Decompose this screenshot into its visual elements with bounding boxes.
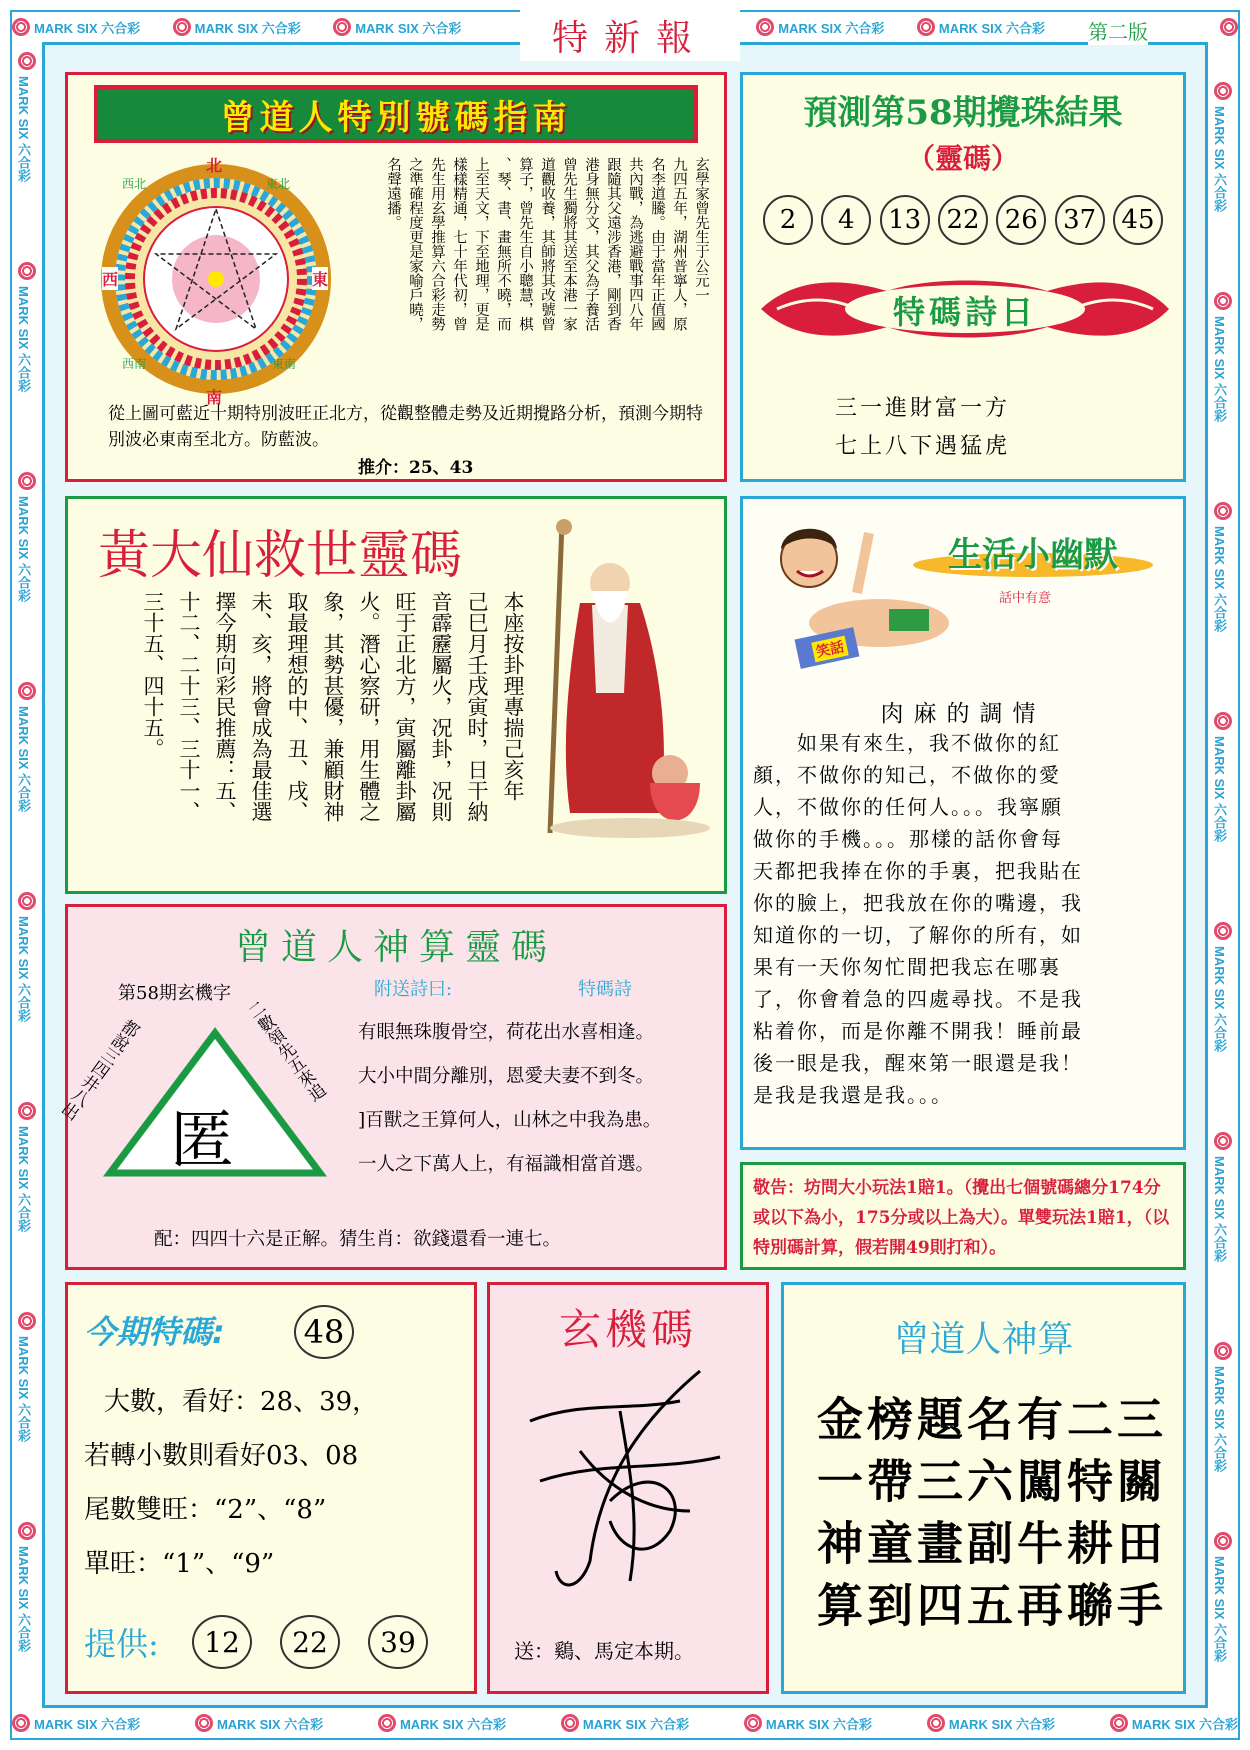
flower-icon: [18, 682, 36, 700]
divine-grid: [812, 1395, 1162, 1675]
special-poem-tag: 特碼詩: [578, 979, 632, 1000]
story-line: 你的臉上，把我放在你的嘴邊，我: [753, 891, 1083, 915]
riddle-right-text: 二數領先五來追: [241, 998, 328, 1107]
wong-column: 三十五、四十五。: [141, 591, 165, 759]
guide-bio-column: 道觀收養，其師將其改號曾: [539, 157, 555, 331]
wong-column: 己巳月壬戌寅时，日干納: [465, 591, 489, 822]
issue-label: 第58期玄機字: [118, 983, 231, 1004]
poem-banner-text: 特碼詩日: [892, 293, 1037, 331]
strip-label: MARK SIX 六合彩: [399, 1716, 507, 1732]
compass-northwest: 西北: [122, 177, 147, 191]
story-line: 顏，不做你的知己，不做你的愛: [753, 763, 1061, 787]
story-line: 果有一天你匆忙間把我忘在哪裏: [753, 955, 1061, 979]
compass-north: 北: [206, 156, 223, 175]
flower-icon: [18, 1522, 36, 1540]
prediction-subtitle: （靈碼）: [906, 142, 1019, 175]
shensuan-title: 曾道人神算靈碼: [234, 927, 557, 968]
divine-column: 三關田手: [1110, 1395, 1164, 1643]
flower-icon: [744, 1714, 762, 1732]
strip-label: MARK SIX 六合彩: [778, 20, 885, 36]
guide-title: [94, 85, 698, 143]
strip-label: MARK SIX 六合彩: [355, 20, 462, 36]
humor-panel: [740, 496, 1186, 1150]
guide-bio-column: 算子，曾先生自小聰慧，棋: [517, 157, 533, 331]
guide-bio-column: 跟隨其父遠涉香港，剛到香: [605, 157, 621, 331]
strip-label: MARK SIX 六合彩: [194, 20, 301, 36]
shensuan-panel: [55, 904, 727, 1270]
special-panel: [65, 1282, 477, 1694]
wong-column: 火。潛心察研，用生體之: [357, 591, 381, 822]
guide-bio-column: 樣樣精通，七十年代初，曾: [451, 157, 467, 331]
flower-icon: [12, 1714, 30, 1732]
right-border-strip: [1208, 42, 1238, 1708]
guide-analysis: 從上圖可藍近十期特別波旺正北方，從觀整體走勢及近期攪路分析，預測今期特別波必東南至北方。防藍波。: [108, 404, 703, 450]
humor-title-wrap: [913, 523, 1153, 579]
flower-icon: [18, 262, 36, 280]
strip-label: MARK SIX 六合彩: [948, 1716, 1056, 1732]
ball-number: 22: [938, 195, 988, 245]
poem-line: 七上八下遇猛虎: [835, 434, 1011, 459]
flower-icon: [1110, 1714, 1128, 1732]
strip-label: MARK SIX 六合彩: [938, 20, 1046, 36]
flower-icon: [1214, 922, 1232, 940]
strip-label: MARK SIX 六合彩: [16, 1336, 31, 1443]
story-line: 粘着你，而是你離不開我！睡前最: [753, 1019, 1083, 1043]
poem-line: 三一進財富一方: [835, 396, 1011, 421]
flower-icon: [18, 472, 36, 490]
strip-label: MARK SIX 六合彩: [16, 76, 31, 183]
strip-label: MARK SIX 六合彩: [1212, 736, 1227, 843]
flower-icon: [927, 1714, 945, 1732]
divine-column: 榜帶童到: [860, 1395, 914, 1643]
compass-east: 東: [312, 267, 328, 290]
flower-icon: [1214, 82, 1232, 100]
flower-icon: [1214, 1132, 1232, 1150]
wong-panel: [65, 496, 727, 894]
guide-title-text: 曾道人特別號碼指南: [220, 97, 572, 138]
wong-column: 象，其勢甚優，兼顧財神: [321, 591, 345, 822]
story-line: 知道你的一切，了解你的所有，如: [753, 923, 1083, 947]
shensuan-poem-line: 大小中間分離別，恩愛夫妻不到冬。: [358, 1066, 655, 1087]
flower-icon: [917, 18, 935, 36]
compass-wheel: [96, 156, 336, 407]
guide-bio-column: 港身無分文，其父為子養活: [583, 157, 599, 331]
compass-west: 西: [102, 267, 118, 290]
shensuan-poem-line: 一人之下萬人上，有福識相當首選。: [358, 1154, 655, 1175]
strip-label: MARK SIX 六合彩: [16, 706, 31, 813]
compass-southeast: 東南: [272, 357, 297, 371]
story-line: 了，你會着急的四處尋找。不是我: [753, 987, 1083, 1011]
special-line: 若轉小數則看好03、08: [84, 1441, 359, 1471]
ball-number: 4: [821, 195, 871, 245]
flower-icon: [18, 1102, 36, 1120]
guide-bio-column: 名聲遠播。: [385, 157, 401, 230]
wong-column: 音霹靂屬火，况卦，况則: [429, 591, 453, 822]
flower-icon: [333, 18, 351, 36]
guide-bio-column: 曾先生獨將其送至本港一家: [561, 157, 577, 331]
triangle-riddle: [55, 998, 350, 1203]
provide-label: 提供:: [84, 1625, 159, 1663]
strip-label: MARK SIX 六合彩: [765, 1716, 873, 1732]
strip-label: MARK SIX 六合彩: [582, 1716, 690, 1732]
divine-column: 題三畫四: [910, 1395, 964, 1643]
strip-label: MARK SIX 六合彩: [1212, 946, 1227, 1053]
story-body: [753, 727, 1177, 1111]
strip-label: MARK SIX 六合彩: [1212, 316, 1227, 423]
story-title: 肉麻的調情: [880, 701, 1046, 727]
mystery-scribble: [520, 1361, 740, 1601]
flower-icon: [1214, 712, 1232, 730]
flower-icon: [756, 18, 774, 36]
flower-icon: [1214, 502, 1232, 520]
poem-banner: [757, 271, 1173, 347]
divine-column: 有闖牛再: [1010, 1395, 1064, 1643]
guide-bio-column: 玄學家曾先生于公元一: [693, 157, 709, 302]
strip-label: MARK SIX 六合彩: [1212, 1556, 1227, 1663]
shensuan-poem: [358, 1011, 722, 1187]
story-line: 天都把我捧在你的手裏，把我貼在: [753, 859, 1083, 883]
flower-icon: [561, 1714, 579, 1732]
wong-column: 旺于正北方，寅屬離卦屬: [393, 591, 417, 822]
strip-label: MARK SIX 六合彩: [16, 916, 31, 1023]
divine-panel: [781, 1282, 1186, 1694]
immortal-illustration: [520, 513, 720, 843]
strip-label: MARK SIX 六合彩: [1212, 106, 1227, 213]
compass-northeast: 東北: [266, 177, 291, 191]
flower-icon: [1214, 1532, 1232, 1550]
riddle-left-text: 都說三四井八出: [55, 1014, 142, 1123]
edition-label: 第二版: [1088, 16, 1148, 45]
wong-column: 十二、二十三、三十一、: [177, 591, 201, 822]
divine-column: 金一神算: [810, 1395, 864, 1643]
flower-icon: [195, 1714, 213, 1732]
strip-label: MARK SIX 六合彩: [34, 20, 141, 36]
poem-tag: 附送詩曰:: [374, 979, 453, 1000]
ball-number: 2: [763, 195, 813, 245]
wong-column: 本座按卦理專揣己亥年: [501, 591, 525, 801]
left-border-strip: [12, 42, 42, 1708]
strip-label: MARK SIX 六合彩: [16, 1126, 31, 1233]
story-line: 如果有來生，我不做你的紅: [753, 731, 1061, 755]
wong-column: 擇今期向彩民推薦：五、: [213, 591, 237, 822]
strip-label: MARK SIX 六合彩: [1212, 1156, 1227, 1263]
guide-bio-column: 先生用玄學推算六合彩走勢: [429, 157, 445, 331]
flower-icon: [378, 1714, 396, 1732]
guide-bio-column: 九四五年，湖州普寧人，原: [671, 157, 687, 331]
story-line: 是我是我還是我。。。: [753, 1083, 953, 1107]
notice-text: 敬告：坊問大小玩法1賠1。（攪出七個號碼總分174分或以下為小，175分或以上為大）。單雙玩法1賠1，（以特別碼計算，假若開49則打和）。: [753, 1178, 1170, 1258]
strip-label: MARK SIX 六合彩: [1212, 1366, 1227, 1473]
strip-label: MARK SIX 六合彩: [1131, 1716, 1238, 1732]
flower-icon: [1220, 18, 1238, 36]
strip-label: MARK SIX 六合彩: [16, 496, 31, 603]
ball-number: 13: [880, 195, 930, 245]
guide-bio-column: 名李道騰。由于當年正值國: [649, 157, 665, 331]
prediction-title: 預測第58期攪珠結果: [803, 93, 1123, 133]
wong-column: 未、亥，將會成為最佳選: [249, 591, 273, 822]
strip-label: MARK SIX 六合彩: [16, 1546, 31, 1653]
provide-number: 39: [368, 1615, 428, 1669]
flower-icon: [18, 892, 36, 910]
bottom-border-strip: [12, 1708, 1238, 1738]
flower-icon: [12, 18, 30, 36]
guide-bio-column: 共內戰，為逃避戰事四八年: [627, 157, 643, 331]
guide-recommend: 推介：25、43: [358, 458, 474, 478]
ball-number: 26: [996, 195, 1046, 245]
flower-icon: [1214, 292, 1232, 310]
wong-text: [108, 591, 528, 881]
story-line: 後一眼是我，醒來第一眼還是我！: [753, 1051, 1083, 1075]
flower-icon: [18, 1312, 36, 1330]
divine-title: 曾道人神算: [893, 1319, 1074, 1360]
divine-column: 二特耕聯: [1060, 1395, 1114, 1643]
divine-column: 名六副五: [960, 1395, 1014, 1643]
flower-icon: [1214, 1342, 1232, 1360]
special-lines: [84, 1375, 474, 1591]
shensuan-poem-line: 有眼無珠腹骨空，荷花出水喜相逢。: [358, 1022, 655, 1043]
guide-bio: [346, 157, 710, 401]
special-line: 大數，看好：28、39，: [104, 1387, 379, 1417]
special-line: 單旺：“1”、“9”: [84, 1549, 275, 1579]
strip-label: MARK SIX 六合彩: [34, 1716, 141, 1732]
ball-number: 37: [1055, 195, 1105, 245]
guide-bio-column: 上至天文，下至地理，更是: [473, 157, 489, 331]
wong-column: 取最理想的中、丑、戌、: [285, 591, 309, 822]
special-line: 尾數雙旺：“2”、“8”: [84, 1495, 327, 1525]
guide-bio-column: 、琴、書、畫無所不曉，而: [495, 157, 511, 331]
riddle-center-char: 匿: [170, 1104, 234, 1178]
mystery-title: 玄機碼: [558, 1305, 697, 1354]
wong-title: 黃大仙救世靈碼: [98, 526, 463, 586]
prediction-panel: [740, 72, 1186, 482]
mystery-panel: [487, 1282, 769, 1694]
mystery-footer: 送：鷄、馬定本期。: [514, 1639, 694, 1663]
guide-panel: [65, 72, 727, 482]
story-line: 做你的手機。。。那樣的話你會每: [753, 827, 1063, 851]
shensuan-poem-line: ]百獸之王算何人，山林之中我為患。: [358, 1110, 662, 1131]
strip-label: MARK SIX 六合彩: [216, 1716, 324, 1732]
humor-subtitle: 話中有意: [999, 591, 1052, 606]
strip-label: MARK SIX 六合彩: [16, 286, 31, 393]
joke-card-label: 笑話: [811, 636, 848, 663]
humor-title: 生活小幽默: [948, 534, 1118, 575]
shensuan-note: 配：四四十六是正解。猜生肖：欲錢還看一連七。: [154, 1229, 562, 1250]
flower-icon: [18, 52, 36, 70]
notice-panel: [740, 1162, 1186, 1270]
flower-icon: [173, 18, 191, 36]
story-line: 人，不做你的任何人。。。我寧願: [753, 795, 1063, 819]
strip-label: MARK SIX 六合彩: [1212, 526, 1227, 633]
ball-number: 45: [1113, 195, 1163, 245]
special-label: 今期特碼:: [84, 1313, 225, 1351]
masthead-title: 特新報: [520, 10, 740, 61]
provide-number: 22: [280, 1615, 340, 1669]
compass-southwest: 西南: [122, 357, 147, 371]
guide-bio-column: 之準確程度更是家喻戶曉，: [407, 157, 423, 331]
prediction-numbers: [763, 195, 1163, 245]
provide-number: 12: [192, 1615, 252, 1669]
special-number: 48: [294, 1305, 354, 1359]
compass-south: 南: [206, 388, 223, 407]
